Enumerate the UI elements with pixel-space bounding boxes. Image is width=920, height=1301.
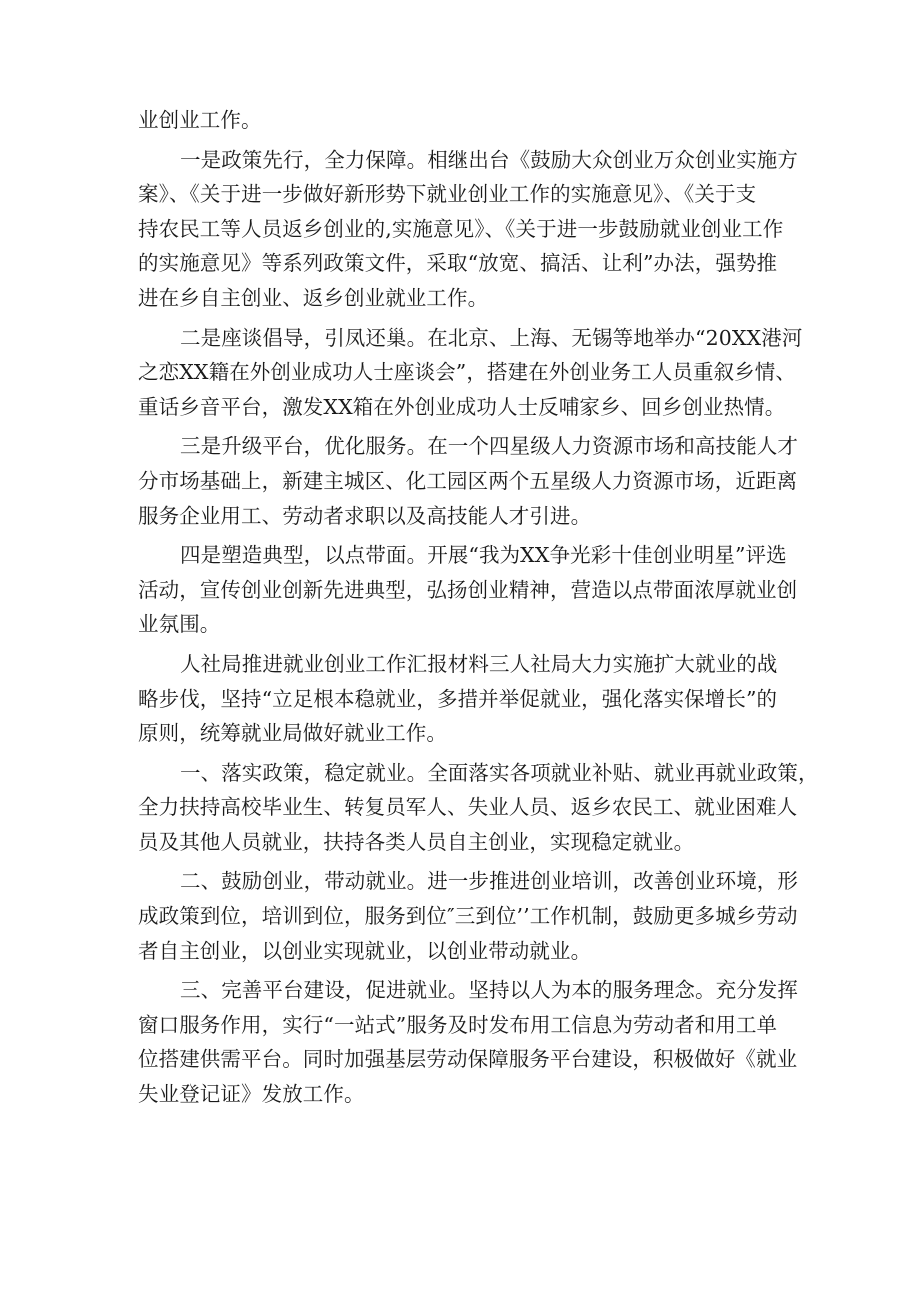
paragraph-first-line: 四是塑造典型，以点带面。开展“我为XX争光彩十佳创业明星”评选 xyxy=(180,543,787,568)
paragraph-line: 失业登记证》发放工作。 xyxy=(138,1082,365,1107)
paragraph-first-line: 二、鼓励创业，带动就业。进一步推进创业培训，改善创业环境，形 xyxy=(180,869,798,894)
paragraph-line: 业氛围。 xyxy=(138,612,221,637)
paragraph-line: 成政策到位，培训到位，服务到位″三到位’’工作机制，鼓励更多城乡劳动 xyxy=(138,904,798,929)
paragraph-line: 者自主创业，以创业实现就业，以创业带动就业。 xyxy=(138,938,592,963)
paragraph-line: 原则，统筹就业局做好就业工作。 xyxy=(138,721,447,746)
paragraph-line: 进在乡自主创业、返乡创业就业工作。 xyxy=(138,285,489,310)
paragraph-line: 窗口服务作用，实行“一站式”服务及时发布用工信息为劳动者和用工单 xyxy=(138,1012,778,1037)
paragraph-line: 全力扶持高校毕业生、转复员军人、失业人员、返乡农民工、就业困难人 xyxy=(138,795,798,820)
paragraph-line: 的实施意见》等系列政策文件，采取“放宽、搞活、让利”办法，强势推 xyxy=(138,251,778,276)
paragraph-first-line: 二是座谈倡导，引凤还巢。在北京、上海、无锡等地举办“20XX港河 xyxy=(180,325,803,350)
paragraph-line: 活动，宣传创业创新先进典型，弘扬创业精神，营造以点带面浓厚就业创 xyxy=(138,577,798,602)
paragraph-first-line: 三、完善平台建设，促进就业。坚持以人为本的服务理念。充分发挥 xyxy=(180,978,798,1003)
paragraph-first-line: 一是政策先行，全力保障。相继出台《鼓励大众创业万众创业实施方 xyxy=(180,147,798,172)
document-body xyxy=(138,103,819,1112)
paragraph-line: 案》、《关于进一步做好新形势下就业创业工作的实施意见》、《关于支 xyxy=(138,182,757,207)
paragraph-line: 略步伐，坚持“立足根本稳就业，多措并举促就业，强化落实保增长”的 xyxy=(138,686,778,711)
paragraph-line: 之恋XX籍在外创业成功人士座谈会”，搭建在外创业务工人员重叙乡情、 xyxy=(138,360,796,385)
paragraph-first-line: 一、落实政策，稳定就业。全面落实各项就业补贴、就业再就业政策， xyxy=(180,760,819,785)
paragraph-first-line: 三是升级平台，优化服务。在一个四星级人力资源市场和高技能人才 xyxy=(180,434,798,459)
paragraph-line: 服务企业用工、劳动者求职以及高技能人才引进。 xyxy=(138,503,592,528)
paragraph-line: 业创业工作。 xyxy=(138,108,262,132)
paragraph-line: 持农民工等人员返乡创业的,实施意见》、《关于进一步鼓励就业创业工作 xyxy=(138,216,784,241)
paragraph-line: 分市场基础上，新建主城区、化工园区两个五星级人力资源市场，近距离 xyxy=(138,468,798,493)
paragraph-first-line: 人社局推进就业创业工作汇报材料三人社局大力实施扩大就业的战 xyxy=(180,651,778,676)
paragraph-line: 重话乡音平台，激发XX箱在外创业成功人士反哺家乡、回乡创业热情。 xyxy=(138,394,786,419)
paragraph-line: 员及其他人员就业，扶持各类人员自主创业，实现稳定就业。 xyxy=(138,829,695,854)
paragraph-line: 位搭建供需平台。同时加强基层劳动保障服务平台建设，积极做好《就业 xyxy=(138,1047,798,1072)
